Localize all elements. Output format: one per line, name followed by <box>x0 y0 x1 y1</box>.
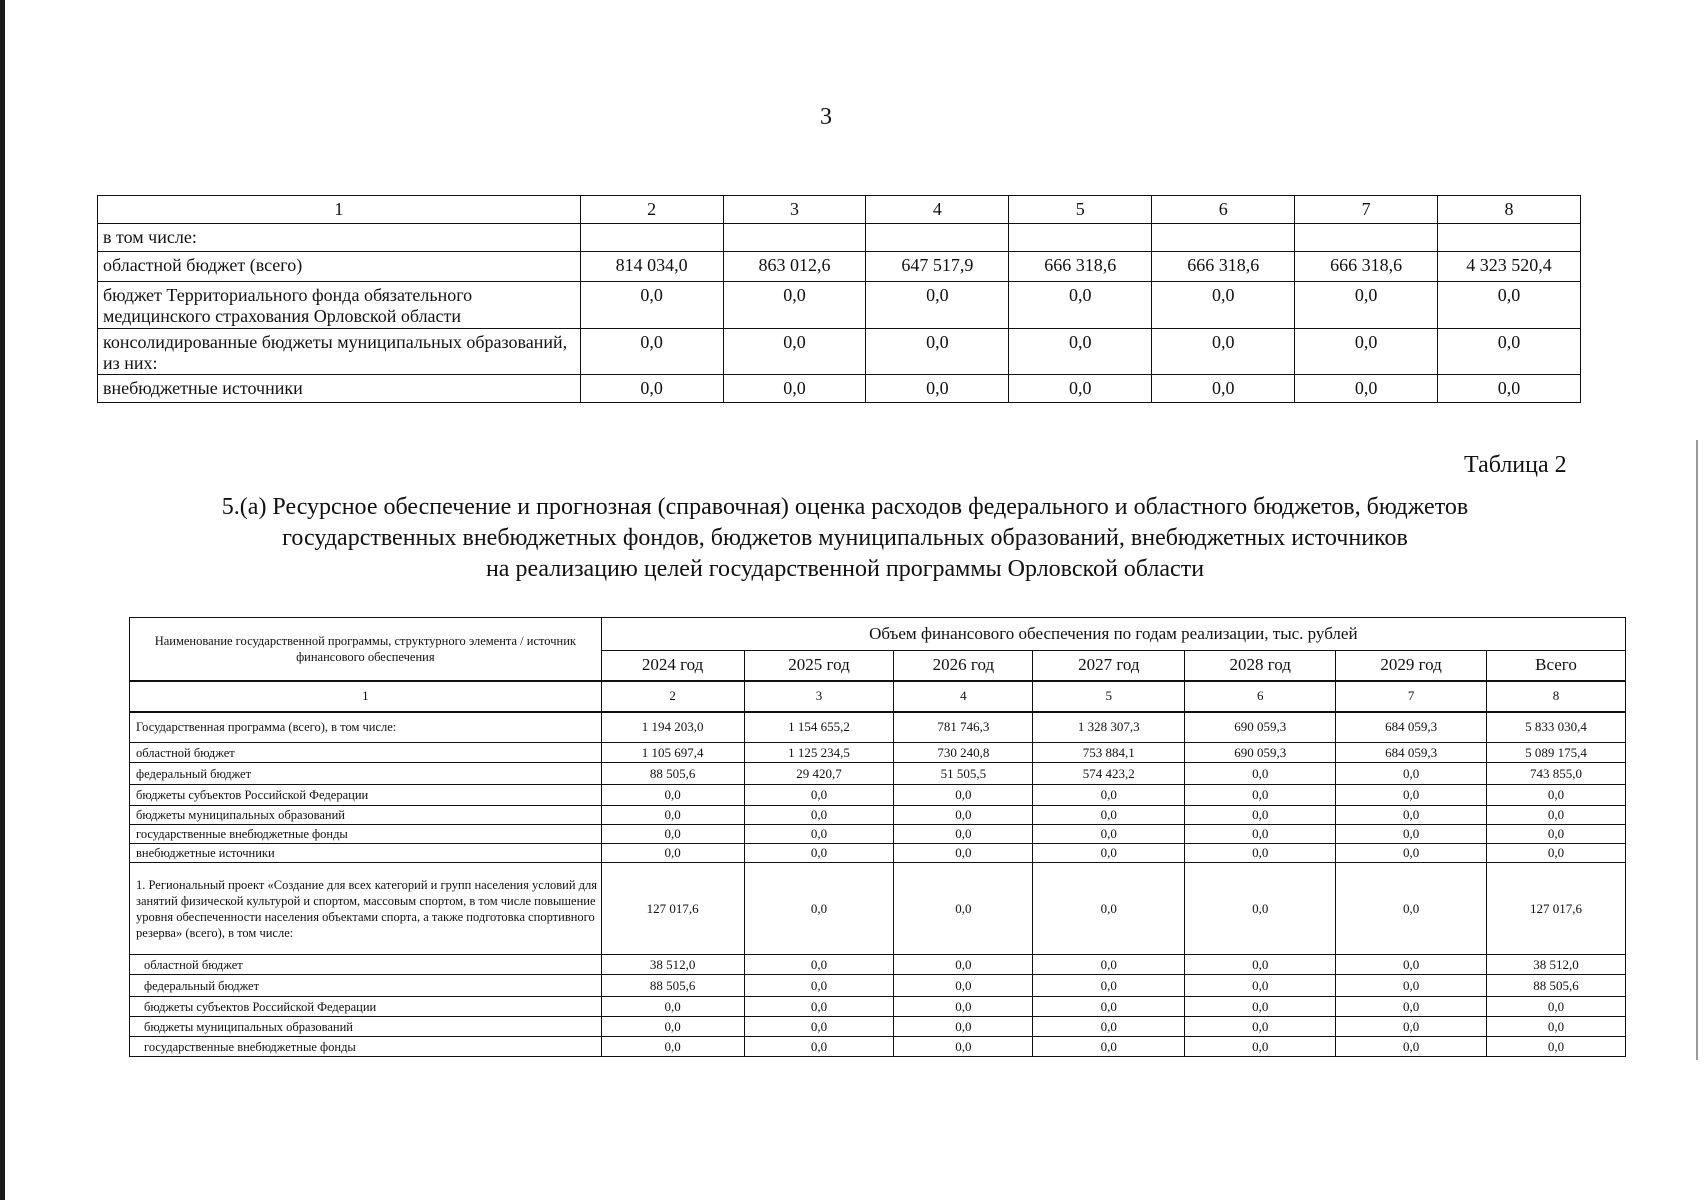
value-cell: 0,0 <box>1336 763 1487 785</box>
value-cell: 0,0 <box>1438 282 1581 329</box>
header-cell: 5 <box>1009 196 1152 224</box>
value-cell: 781 746,3 <box>894 712 1033 743</box>
value-cell: 0,0 <box>580 282 723 329</box>
value-cell: 0,0 <box>1033 975 1185 997</box>
resource-table <box>129 617 1626 1057</box>
value-cell: 0,0 <box>1487 997 1626 1017</box>
value-cell: 0,0 <box>894 806 1033 825</box>
value-cell: 0,0 <box>1336 863 1487 955</box>
heading-line: 5.(а) Ресурсное обеспечение и прогнозная (справочная) оценка расходов федерального и областного бюджетов, бюджетов <box>221 494 1469 520</box>
header-cell: 6 <box>1152 196 1295 224</box>
scan-left-edge <box>0 0 5 1200</box>
year-header: 2028 год <box>1185 651 1336 681</box>
value-cell: 0,0 <box>1438 375 1581 403</box>
row-label: в том числе: <box>98 224 581 252</box>
value-cell: 0,0 <box>1009 329 1152 375</box>
value-cell: 0,0 <box>1033 1017 1185 1037</box>
value-cell: 0,0 <box>866 282 1009 329</box>
value-cell: 730 240,8 <box>894 743 1033 763</box>
continuation-table <box>97 195 1581 403</box>
value-cell: 0,0 <box>894 955 1033 975</box>
value-cell: 0,0 <box>723 282 866 329</box>
table-row <box>130 863 1626 955</box>
value-cell: 0,0 <box>601 825 744 844</box>
year-header: 2029 год <box>1336 651 1487 681</box>
value-cell: 0,0 <box>866 329 1009 375</box>
index-cell: 2 <box>601 681 744 712</box>
value-cell: 0,0 <box>1033 997 1185 1017</box>
value-cell: 0,0 <box>580 375 723 403</box>
value-cell: 0,0 <box>1487 785 1626 806</box>
value-cell: 753 884,1 <box>1033 743 1185 763</box>
value-cell: 0,0 <box>866 375 1009 403</box>
value-cell <box>723 224 866 252</box>
table-row <box>130 712 1626 743</box>
value-cell: 0,0 <box>894 1017 1033 1037</box>
value-cell: 0,0 <box>601 997 744 1017</box>
row-label: областной бюджет <box>130 743 602 763</box>
value-cell: 0,0 <box>1438 329 1581 375</box>
table-label: Таблица 2 <box>1464 452 1567 478</box>
value-cell: 0,0 <box>894 1037 1033 1057</box>
table-row <box>98 329 1581 375</box>
value-cell: 0,0 <box>1185 785 1336 806</box>
table-row <box>130 955 1626 975</box>
value-cell: 0,0 <box>1033 785 1185 806</box>
value-cell: 127 017,6 <box>1487 863 1626 955</box>
heading-line: государственных внебюджетных фондов, бюджетов муниципальных образований, внебюджетных источников <box>282 525 1408 551</box>
table-row <box>98 252 1581 282</box>
value-cell: 0,0 <box>1185 763 1336 785</box>
value-cell: 0,0 <box>1336 825 1487 844</box>
value-cell: 0,0 <box>1185 1017 1336 1037</box>
value-cell: 0,0 <box>1487 1017 1626 1037</box>
row-label: областной бюджет (всего) <box>98 252 581 282</box>
value-cell: 0,0 <box>1336 1037 1487 1057</box>
row-label: бюджеты муниципальных образований <box>130 1017 602 1037</box>
index-cell: 4 <box>894 681 1033 712</box>
header-cell: 4 <box>866 196 1009 224</box>
value-cell: 0,0 <box>744 825 894 844</box>
value-cell: 666 318,6 <box>1009 252 1152 282</box>
value-cell: 1 125 234,5 <box>744 743 894 763</box>
value-cell: 0,0 <box>601 1037 744 1057</box>
total-header: Всего <box>1487 651 1626 681</box>
value-cell: 0,0 <box>1487 844 1626 863</box>
table-row <box>130 975 1626 997</box>
table-row <box>130 1017 1626 1037</box>
value-cell: 0,0 <box>1033 863 1185 955</box>
value-cell: 0,0 <box>1295 375 1438 403</box>
year-header: 2026 год <box>894 651 1033 681</box>
value-cell: 0,0 <box>1033 806 1185 825</box>
row-label: областной бюджет <box>130 955 602 975</box>
value-cell: 29 420,7 <box>744 763 894 785</box>
value-cell: 684 059,3 <box>1336 743 1487 763</box>
year-header: 2025 год <box>744 651 894 681</box>
value-cell: 0,0 <box>723 375 866 403</box>
table-row <box>130 825 1626 844</box>
group-column-header: Объем финансового обеспечения по годам реализации, тыс. рублей <box>601 618 1625 651</box>
value-cell <box>1009 224 1152 252</box>
value-cell: 5 089 175,4 <box>1487 743 1626 763</box>
value-cell: 690 059,3 <box>1185 712 1336 743</box>
value-cell: 4 323 520,4 <box>1438 252 1581 282</box>
table-row <box>130 763 1626 785</box>
index-cell: 3 <box>744 681 894 712</box>
table-row <box>98 375 1581 403</box>
value-cell: 0,0 <box>601 785 744 806</box>
value-cell <box>1438 224 1581 252</box>
value-cell: 5 833 030,4 <box>1487 712 1626 743</box>
value-cell: 0,0 <box>1152 282 1295 329</box>
value-cell: 0,0 <box>1487 806 1626 825</box>
value-cell: 0,0 <box>601 1017 744 1037</box>
value-cell: 1 105 697,4 <box>601 743 744 763</box>
value-cell: 0,0 <box>1487 825 1626 844</box>
value-cell: 690 059,3 <box>1185 743 1336 763</box>
year-header: 2024 год <box>601 651 744 681</box>
row-label: консолидированные бюджеты муниципальных образований, из них: <box>98 329 581 375</box>
table-header-row <box>98 196 1581 224</box>
header-cell: 8 <box>1438 196 1581 224</box>
name-column-header: Наименование государственной программы, структурного элемента / источник финансового обеспечения <box>130 618 602 681</box>
value-cell: 0,0 <box>1033 1037 1185 1057</box>
index-row <box>130 681 1626 712</box>
value-cell: 0,0 <box>894 863 1033 955</box>
value-cell: 1 194 203,0 <box>601 712 744 743</box>
value-cell: 0,0 <box>1336 975 1487 997</box>
scan-right-edge <box>1696 440 1698 1060</box>
value-cell: 0,0 <box>894 844 1033 863</box>
value-cell: 0,0 <box>744 844 894 863</box>
value-cell: 0,0 <box>744 785 894 806</box>
value-cell: 0,0 <box>1336 1017 1487 1037</box>
table-row <box>130 997 1626 1017</box>
value-cell: 0,0 <box>601 806 744 825</box>
value-cell: 0,0 <box>1295 329 1438 375</box>
table-row <box>98 224 1581 252</box>
table-row <box>98 282 1581 329</box>
value-cell: 0,0 <box>1487 1037 1626 1057</box>
row-label: внебюджетные источники <box>130 844 602 863</box>
index-cell: 1 <box>130 681 602 712</box>
header-cell: 2 <box>580 196 723 224</box>
row-label: внебюджетные источники <box>98 375 581 403</box>
value-cell: 0,0 <box>1185 863 1336 955</box>
value-cell: 88 505,6 <box>601 763 744 785</box>
value-cell: 0,0 <box>1009 375 1152 403</box>
value-cell: 38 512,0 <box>1487 955 1626 975</box>
page-number: 3 <box>820 104 832 130</box>
value-cell: 0,0 <box>723 329 866 375</box>
row-label: государственные внебюджетные фонды <box>130 1037 602 1057</box>
row-label: бюджеты субъектов Российской Федерации <box>130 997 602 1017</box>
header-cell: 3 <box>723 196 866 224</box>
value-cell: 0,0 <box>580 329 723 375</box>
value-cell: 38 512,0 <box>601 955 744 975</box>
value-cell: 0,0 <box>1185 825 1336 844</box>
index-cell: 6 <box>1185 681 1336 712</box>
value-cell <box>866 224 1009 252</box>
row-label: бюджеты муниципальных образований <box>130 806 602 825</box>
value-cell: 0,0 <box>601 844 744 863</box>
value-cell: 0,0 <box>1336 955 1487 975</box>
value-cell: 0,0 <box>1336 785 1487 806</box>
value-cell: 0,0 <box>1185 806 1336 825</box>
value-cell: 0,0 <box>1033 955 1185 975</box>
row-label: бюджет Территориального фонда обязательного медицинского страхования Орловской области <box>98 282 581 329</box>
value-cell: 0,0 <box>744 1017 894 1037</box>
value-cell: 0,0 <box>744 806 894 825</box>
value-cell: 814 034,0 <box>580 252 723 282</box>
value-cell: 0,0 <box>744 955 894 975</box>
value-cell: 127 017,6 <box>601 863 744 955</box>
table-header-row <box>130 618 1626 651</box>
table-row <box>130 1037 1626 1057</box>
value-cell: 666 318,6 <box>1152 252 1295 282</box>
value-cell: 574 423,2 <box>1033 763 1185 785</box>
value-cell: 647 517,9 <box>866 252 1009 282</box>
value-cell: 0,0 <box>1152 375 1295 403</box>
row-label: федеральный бюджет <box>130 975 602 997</box>
row-label: Государственная программа (всего), в том числе: <box>130 712 602 743</box>
value-cell: 684 059,3 <box>1336 712 1487 743</box>
value-cell: 1 328 307,3 <box>1033 712 1185 743</box>
value-cell: 0,0 <box>1295 282 1438 329</box>
index-cell: 8 <box>1487 681 1626 712</box>
value-cell: 666 318,6 <box>1295 252 1438 282</box>
table-row <box>130 743 1626 763</box>
value-cell: 863 012,6 <box>723 252 866 282</box>
value-cell: 0,0 <box>1009 282 1152 329</box>
value-cell: 0,0 <box>1185 975 1336 997</box>
value-cell <box>580 224 723 252</box>
table-heading <box>80 492 1610 585</box>
value-cell: 1 154 655,2 <box>744 712 894 743</box>
value-cell: 0,0 <box>894 975 1033 997</box>
value-cell: 0,0 <box>744 997 894 1017</box>
value-cell: 0,0 <box>1033 844 1185 863</box>
index-cell: 7 <box>1336 681 1487 712</box>
value-cell <box>1152 224 1295 252</box>
value-cell: 0,0 <box>1152 329 1295 375</box>
header-cell: 7 <box>1295 196 1438 224</box>
row-label: 1. Региональный проект «Создание для всех категорий и групп населения условий для занятий физической культурой и спортом, массовым спортом, в том числе повышение уровня обеспеченности населения объектами спорта, а также подготовка спортивного резерва» (всего), в том числе: <box>130 863 602 955</box>
value-cell: 0,0 <box>1336 844 1487 863</box>
value-cell: 0,0 <box>1185 1037 1336 1057</box>
value-cell: 88 505,6 <box>601 975 744 997</box>
table-row <box>130 785 1626 806</box>
value-cell: 51 505,5 <box>894 763 1033 785</box>
value-cell <box>1295 224 1438 252</box>
table-row <box>130 806 1626 825</box>
row-label: государственные внебюджетные фонды <box>130 825 602 844</box>
value-cell: 0,0 <box>1185 997 1336 1017</box>
value-cell: 0,0 <box>744 1037 894 1057</box>
value-cell: 0,0 <box>894 785 1033 806</box>
value-cell: 0,0 <box>1336 806 1487 825</box>
value-cell: 0,0 <box>1185 844 1336 863</box>
value-cell: 0,0 <box>894 825 1033 844</box>
heading-line: на реализацию целей государственной программы Орловской области <box>485 556 1205 582</box>
index-cell: 5 <box>1033 681 1185 712</box>
table-row <box>130 844 1626 863</box>
row-label: федеральный бюджет <box>130 763 602 785</box>
value-cell: 0,0 <box>894 997 1033 1017</box>
value-cell: 0,0 <box>744 863 894 955</box>
header-cell: 1 <box>98 196 581 224</box>
value-cell: 0,0 <box>1336 997 1487 1017</box>
value-cell: 743 855,0 <box>1487 763 1626 785</box>
value-cell: 0,0 <box>1185 955 1336 975</box>
value-cell: 0,0 <box>744 975 894 997</box>
value-cell: 88 505,6 <box>1487 975 1626 997</box>
year-header: 2027 год <box>1033 651 1185 681</box>
row-label: бюджеты субъектов Российской Федерации <box>130 785 602 806</box>
value-cell: 0,0 <box>1033 825 1185 844</box>
